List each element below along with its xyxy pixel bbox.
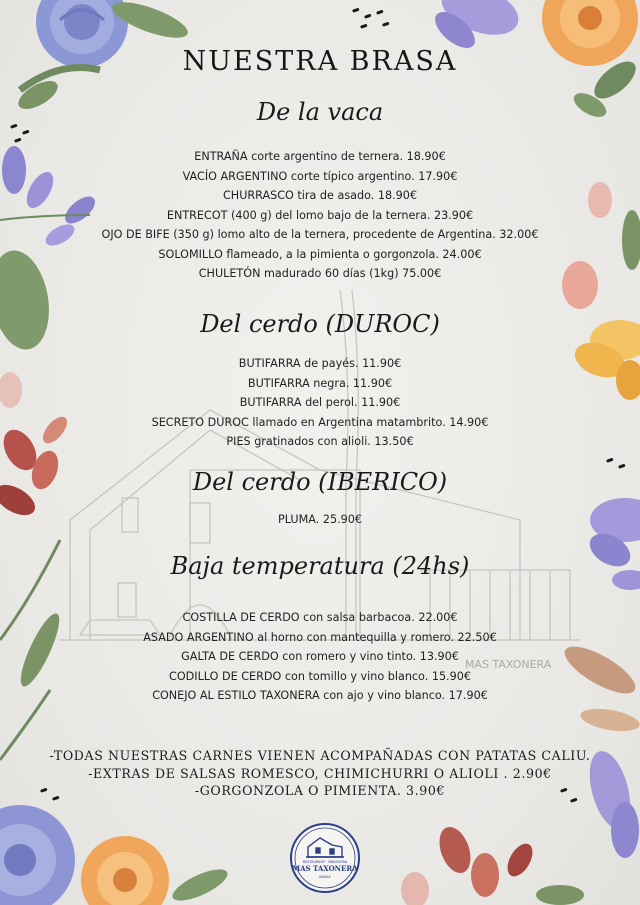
footer-note: -TODAS NUESTRAS CARNES VIENEN ACOMPAÑADAS CON PATATAS CALIU. (49, 748, 591, 763)
menu-title: NUESTRA BRASA (182, 46, 458, 77)
restaurant-logo (290, 823, 360, 893)
menu-item: COSTILLA DE CERDO con salsa barbacoa. 22.00€ (182, 611, 458, 624)
section-heading-vaca: De la vaca (256, 98, 384, 126)
menu-item: BUTIFARRA negra. 11.90€ (247, 376, 393, 390)
footer-note: -GORGONZOLA O PIMIENTA. 3.90€ (194, 783, 446, 798)
section-heading-baja-temperatura: Baja temperatura (24hs) (170, 552, 470, 580)
watermark-text: MAS TAXONERA (465, 658, 552, 671)
menu-item: PIES gratinados con alioli. 13.50€ (226, 435, 414, 448)
menu-item: BUTIFARRA de payés. 11.90€ (238, 357, 402, 370)
section-heading-duroc: Del cerdo (DUROC) (200, 310, 440, 338)
menu-item: CONEJO AL ESTILO TAXONERA con ajo y vino blanco. 17.90€ (152, 689, 488, 702)
orange-flower-bottom (81, 836, 231, 905)
menu-item: GALTA DE CERDO con romero y vino tinto. 13.90€ (181, 650, 459, 663)
menu-item: VACÍO ARGENTINO corte típico argentino. 17.90€ (182, 169, 458, 183)
logo-sub-text: BRASA (319, 875, 331, 879)
item-list-iberico (0, 510, 640, 530)
item-list-vaca (0, 147, 640, 284)
menu-item: CHULETÓN madurado 60 días (1kg) 75.00€ (198, 267, 442, 280)
menu-item: CODILLO DE CERDO con tomillo y vino blanco. 15.90€ (169, 669, 471, 683)
menu-item: SOLOMILLO flameado, a la pimienta o gorgonzola. 24.00€ (158, 247, 482, 261)
house-sketch (60, 290, 580, 640)
menu-item: CHURRASCO tira de asado. 18.90€ (222, 189, 418, 202)
menu-item: ENTRAÑA corte argentino de ternera. 18.90€ (194, 150, 446, 163)
menu-item: SECRETO DUROC llamado en Argentina matambrito. 14.90€ (151, 415, 489, 429)
menu-item: BUTIFARRA del perol. 11.90€ (239, 396, 401, 409)
menu-item: ASADO ARGENTINO al horno con mantequilla y romero. 22.50€ (143, 630, 497, 644)
item-list-baja-temperatura (0, 608, 640, 706)
item-list-duroc (0, 354, 640, 452)
footer-note: -EXTRAS DE SALSAS ROMESCO, CHIMICHURRI O ALIOLI . 2.90€ (88, 765, 552, 781)
section-heading-iberico: Del cerdo (IBERICO) (192, 468, 448, 496)
menu-item: ENTRECOT (400 g) del lomo bajo de la ternera. 23.90€ (166, 208, 474, 222)
logo-top-text: RESTAURANT · BRASSERIA (302, 860, 348, 864)
menu-item: OJO DE BIFE (350 g) lomo alto de la ternera, procedente de Argentina. 32.00€ (101, 228, 539, 241)
menu-item: PLUMA. 25.90€ (278, 513, 362, 526)
footer-notes (0, 747, 640, 800)
logo-name: MAS TAXONERA (292, 864, 358, 873)
